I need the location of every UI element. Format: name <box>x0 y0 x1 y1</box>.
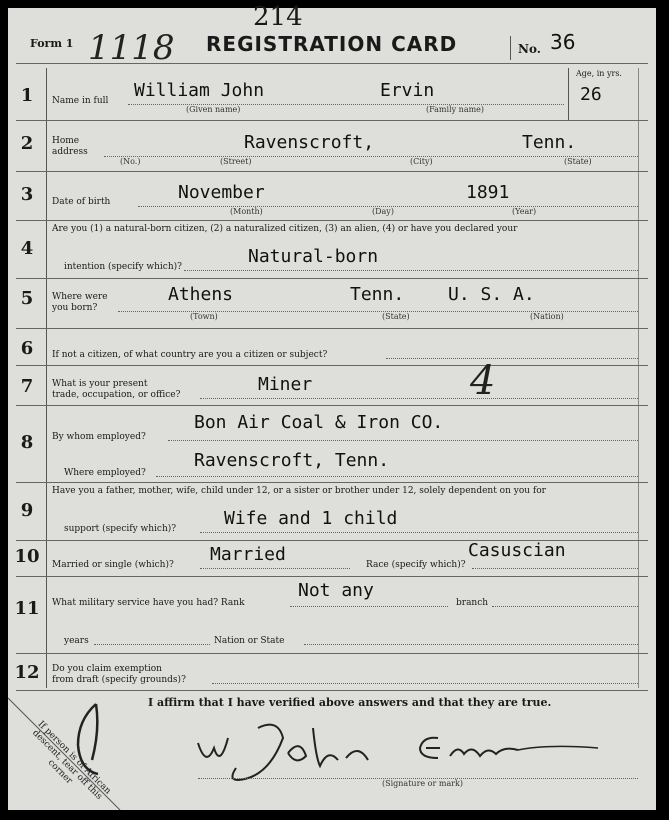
exemption-label-a: Do you claim exemption <box>52 664 162 674</box>
birth-date-label: Date of birth <box>52 197 111 207</box>
birth-town-caption: (Town) <box>190 312 218 321</box>
address-street-caption: (Street) <box>220 157 252 166</box>
citizenship-value: Natural-born <box>248 246 379 267</box>
employer-label: By whom employed? <box>52 432 146 442</box>
row-5-number: 5 <box>20 288 34 309</box>
corner-note-text: If person is of African descent, tear off this corner <box>30 719 113 802</box>
row-11-number: 11 <box>14 598 40 619</box>
dependents-value: Wife and 1 child <box>224 508 398 529</box>
top-handwritten-number: 214 <box>253 2 303 32</box>
birth-state-value: Tenn. <box>350 284 405 305</box>
registration-card <box>8 2 656 810</box>
row-9-number: 9 <box>20 500 34 521</box>
race-value: Casuscian <box>468 540 566 561</box>
birthplace-label-a: Where were <box>52 292 108 302</box>
affirmation-text: I affirm that I have verified above answers and that they are true. <box>148 696 552 709</box>
years-label: years <box>64 636 89 646</box>
row-6-number: 6 <box>20 338 34 359</box>
given-name-caption: (Given name) <box>186 105 241 114</box>
marital-status-label: Married or single (which)? <box>52 560 174 570</box>
address-state-caption: (State) <box>564 157 592 166</box>
employer-value: Bon Air Coal & Iron CO. <box>194 412 444 433</box>
occupation-label-a: What is your present <box>52 379 148 389</box>
birth-year-caption: (Year) <box>512 207 537 216</box>
row-10-number: 10 <box>14 546 40 567</box>
age-value: 26 <box>580 84 602 105</box>
row-7-number: 7 <box>20 376 34 397</box>
family-name-value: Ervin <box>380 80 435 101</box>
handwritten-stroke <box>68 700 118 780</box>
birthplace-label-b: you born? <box>52 303 98 313</box>
card-number-label: No. <box>518 42 541 56</box>
address-city-caption: (City) <box>410 157 433 166</box>
exemption-label-b: from draft (specify grounds)? <box>52 675 186 685</box>
row-1-number: 1 <box>20 85 34 106</box>
row-2-number: 2 <box>20 133 34 154</box>
birth-nation-value: U. S. A. <box>448 284 535 305</box>
military-service-label: What military service have you had? Rank <box>52 598 245 608</box>
signature-image <box>188 708 608 788</box>
birth-town-value: Athens <box>168 284 234 305</box>
age-label: Age, in yrs. <box>576 69 622 78</box>
family-name-caption: (Family name) <box>426 105 485 114</box>
race-label: Race (specify which)? <box>366 560 466 570</box>
card-title: REGISTRATION CARD <box>206 32 458 56</box>
row-4-number: 4 <box>20 238 34 259</box>
dependents-question: Have you a father, mother, wife, child under 12, or a sister or brother under 12, solely dependent on you for <box>52 486 546 496</box>
birth-month-caption: (Month) <box>230 207 263 216</box>
given-name-value: William John <box>134 80 265 101</box>
dependents-label: support (specify which)? <box>64 524 177 534</box>
employment-place-label: Where employed? <box>64 468 146 478</box>
home-city-value: Ravenscroft, <box>244 132 375 153</box>
card-number: 36 <box>550 30 576 54</box>
home-label: Home <box>52 136 80 146</box>
name-label: Name in full <box>52 96 109 106</box>
citizenship-intention-label: intention (specify which)? <box>64 262 182 272</box>
birth-month-value: November <box>178 182 265 203</box>
birth-year-value: 1891 <box>466 182 510 203</box>
row-3-number: 3 <box>20 184 34 205</box>
branch-label: branch <box>456 598 489 608</box>
occupation-value: Miner <box>258 374 313 395</box>
marital-status-value: Married <box>210 544 286 565</box>
row-8-number: 8 <box>20 432 34 453</box>
birth-day-caption: (Day) <box>372 207 394 216</box>
signature-caption: (Signature or mark) <box>382 779 464 788</box>
address-label: address <box>52 147 88 157</box>
birth-state-caption: (State) <box>382 312 410 321</box>
occupation-handwritten-mark: 4 <box>470 358 496 404</box>
foreign-citizen-label: If not a citizen, of what country are you a citizen or subject? <box>52 350 328 360</box>
birth-nation-caption: (Nation) <box>530 312 564 321</box>
form-label: Form 1 <box>30 37 74 50</box>
employment-place-value: Ravenscroft, Tenn. <box>194 450 390 471</box>
occupation-label-b: trade, occupation, or office? <box>52 390 181 400</box>
handwritten-serial: 1118 <box>88 28 175 68</box>
citizenship-question: Are you (1) a natural-born citizen, (2) a naturalized citizen, (3) an alien, (4) or have you declared your <box>52 224 518 234</box>
military-service-value: Not any <box>298 580 374 601</box>
address-no-caption: (No.) <box>120 157 141 166</box>
nation-or-state-label: Nation or State <box>214 636 285 646</box>
row-12-number: 12 <box>14 662 40 683</box>
home-state-value: Tenn. <box>522 132 577 153</box>
